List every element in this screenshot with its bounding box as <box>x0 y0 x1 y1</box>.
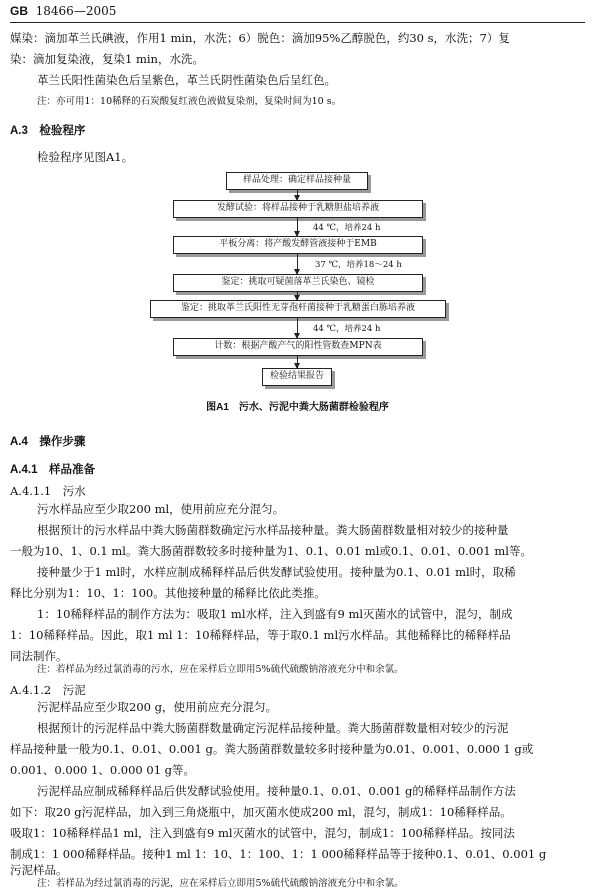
flow-condition-1: 44 ℃，培养24 h <box>313 223 381 233</box>
a412-note: 注：若样品为经过氯消毒的污泥，应在采样后立即用5%硫代硫酸钠溶液充分中和余氯。 <box>37 878 404 889</box>
section-a411-heading: A.4.1.1 污水 <box>10 484 86 498</box>
a412-para-3b: 如下：取20 g污泥样品，加入到三角烧瓶中，加灭菌水使成200 ml，混匀，制成1：10稀释样品。 <box>10 805 512 819</box>
flow-step-1: 样品处理：确定样品接种量 <box>226 172 368 190</box>
a412-para-2b: 样品接种量一般为0.1、0.01、0.001 g。粪大肠菌群数量较多时接种量为0.01、0.001、0.000 1 g或 <box>10 742 534 756</box>
a411-para-4a: 1：10稀释样品的制作方法为：吸取1 ml水样，注入到盛有9 ml灭菌水的试管中，混匀，制成 <box>37 607 513 621</box>
flow-step-2: 发酵试验：将样品接种于乳糖胆盐培养液 <box>173 200 423 218</box>
a411-para-3b: 释比分别为1：10、1：100。其他接种量的稀释比依此类推。 <box>10 586 326 600</box>
flow-arrow-2 <box>297 218 298 236</box>
a411-note: 注：若样品为经过氯消毒的污水，应在采样后立即用5%硫代硫酸钠溶液充分中和余氯。 <box>37 664 404 675</box>
standard-code: GB <box>10 4 28 18</box>
flow-condition-3: 44 ℃，培养24 h <box>313 324 381 334</box>
stain-result: 革兰氏阳性菌染色后呈紫色，革兰氏阴性菌染色后呈红色。 <box>37 73 336 87</box>
flow-step-4: 鉴定：挑取可疑菌落革兰氏染色、镜检 <box>173 274 423 292</box>
header-rule <box>10 22 585 23</box>
figure-caption: 图A1 污水、污泥中粪大肠菌群检验程序 <box>206 402 389 413</box>
a412-para-3a: 污泥样品应制成稀释样品后供发酵试验使用。接种量0.1、0.01、0.001 g的稀释样品制作方法 <box>37 784 516 798</box>
a412-para-1: 污泥样品应至少取200 g，使用前应充分混匀。 <box>37 700 277 714</box>
standard-number: 18466—2005 <box>35 4 117 18</box>
a411-para-4b: 1：10稀释样品。因此，取1 ml 1：10稀释样品，等于取0.1 ml污水样品。其他稀释比的稀释样品 <box>10 628 511 642</box>
flow-arrow-3 <box>297 254 298 274</box>
a411-para-2a: 根据预计的污水样品中粪大肠菌群数确定污水样品接种量。粪大肠菌群数量相对较少的接种量 <box>37 523 509 537</box>
a412-para-2c: 0.001、0.000 1、0.000 01 g等。 <box>10 763 196 777</box>
intro-note: 注：亦可用1：10稀释的石炭酸复红液色液做复染剂，复染时间为10 s。 <box>37 96 342 107</box>
a411-para-2b: 一般为10、1、0.1 ml。粪大肠菌群数较多时接种量为1、0.1、0.01 ml或0.1、0.01、0.001 ml等。 <box>10 544 532 558</box>
section-a4-heading: A.4 操作步骤 <box>10 436 86 448</box>
a411-para-1: 污水样品应至少取200 ml，使用前应充分混匀。 <box>37 502 285 516</box>
a412-para-2a: 根据预计的污泥样品中粪大肠菌群数量确定污泥样品接种量。粪大肠菌群数量相对较少的污泥 <box>37 721 509 735</box>
flow-step-7: 检验结果报告 <box>262 368 332 386</box>
page-header <box>10 4 116 18</box>
flow-arrow-6 <box>297 356 298 368</box>
flow-condition-2: 37 ℃，培养18～24 h <box>315 260 402 270</box>
section-a3-text: 检验程序见图A1。 <box>37 150 134 164</box>
section-a41-heading: A.4.1 样品准备 <box>10 464 95 476</box>
a412-para-3e: 污泥样品。 <box>10 863 68 877</box>
flow-arrow-5 <box>297 318 298 338</box>
flow-step-5: 鉴定：挑取革兰氏阳性无芽孢杆菌接种于乳糖蛋白胨培养液 <box>150 300 446 318</box>
flow-arrow-4 <box>297 292 298 300</box>
intro-line-1: 媒染：滴加革兰氏碘液，作用1 min，水洗；6）脱色：滴加95%乙醇脱色，约30 s，水洗；7）复 <box>10 31 510 45</box>
section-a3-heading: A.3 检验程序 <box>10 125 86 137</box>
intro-line-2: 染：滴加复染液，复染1 min，水洗。 <box>10 52 204 66</box>
a412-para-3d: 制成1：1 000稀释样品。接种1 ml 1：10、1：100、1：1 000稀释样品等于接种0.1、0.01、0.001 g <box>10 847 547 861</box>
a412-para-3c: 吸取1：10稀释样品1 ml，注入到盛有9 ml灭菌水的试管中，混匀，制成1：100稀释样品。按同法 <box>10 826 515 840</box>
a411-para-3a: 接种量少于1 ml时，水样应制成稀释样品后供发酵试验使用。接种量为0.1、0.01 ml时，取稀 <box>37 565 516 579</box>
flow-step-3: 平板分离：将产酸发酵管液接种于EMB <box>173 236 423 254</box>
a411-para-4c: 同法制作。 <box>10 649 68 663</box>
flow-arrow-1 <box>297 190 298 200</box>
flow-step-6: 计数：根据产酸产气的阳性管数查MPN表 <box>173 338 423 356</box>
section-a412-heading: A.4.1.2 污泥 <box>10 683 86 697</box>
